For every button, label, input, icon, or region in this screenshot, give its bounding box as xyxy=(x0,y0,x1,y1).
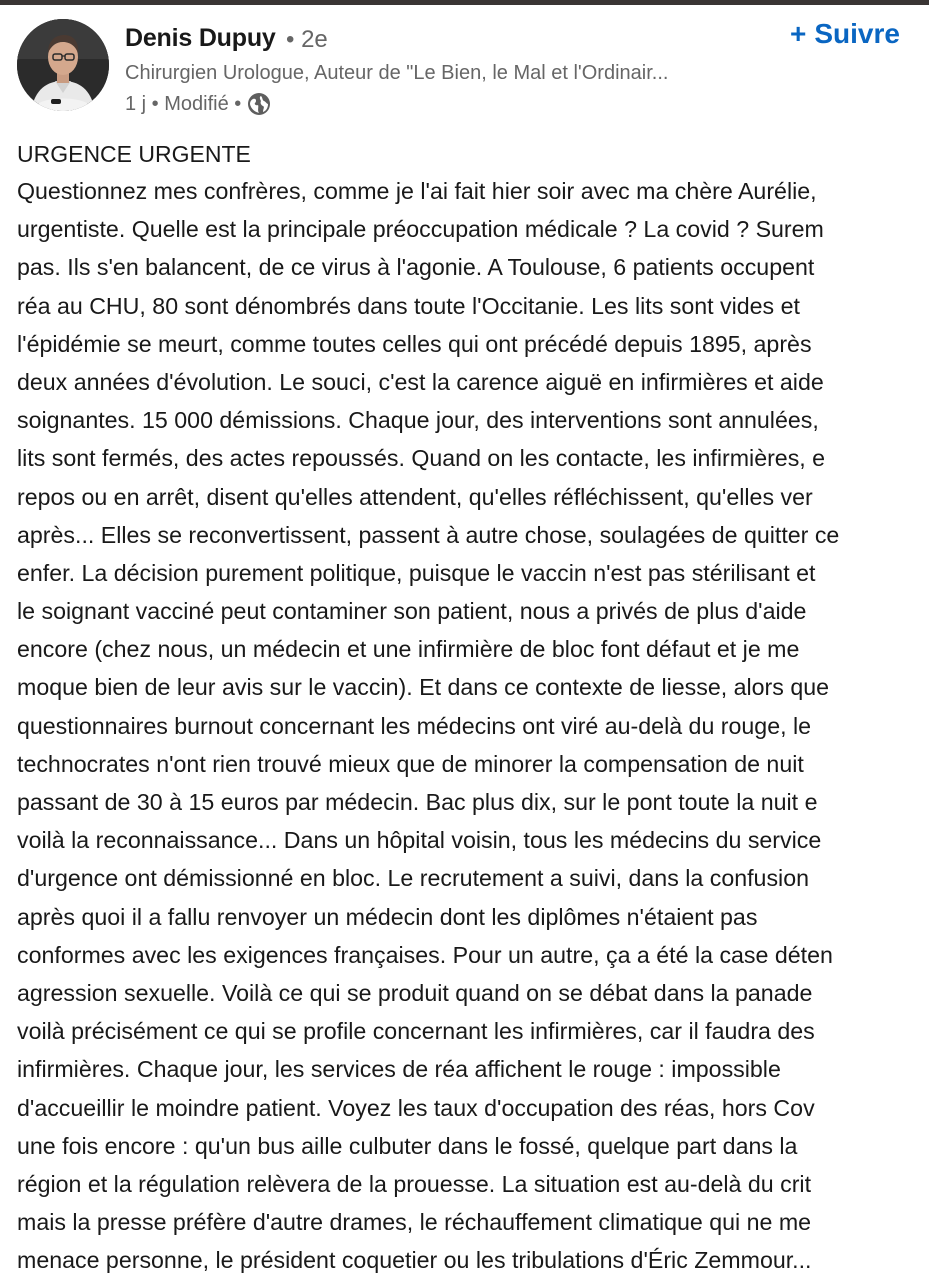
post-text-line: menace personne, le président coquetier ou les tribulations d'Éric Zemmour... xyxy=(17,1247,812,1274)
post-text-line: région et la régulation relèvera de la prouesse. La situation est au-delà du crit xyxy=(17,1170,812,1197)
author-name[interactable]: Denis Dupuy xyxy=(125,24,276,52)
post-text-line: infirmières. Chaque jour, les services de réa affichent le rouge : impossible xyxy=(17,1056,781,1083)
post-text-line: passant de 30 à 15 euros par médecin. Bac plus dix, sur le pont toute la nuit e xyxy=(17,789,818,815)
plus-icon: + xyxy=(790,18,807,49)
post-text-line: encore (chez nous, un médecin et une infirmière de bloc font défaut et je me xyxy=(17,636,800,663)
globe-icon xyxy=(247,92,271,116)
post-text-line: d'accueillir le moindre patient. Voyez les taux d'occupation des réas, hors Cov xyxy=(17,1094,815,1121)
post-text-line: conformes avec les exigences françaises. Pour un autre, ça a été la case déten xyxy=(17,941,833,968)
post-text-line: voilà la reconnaissance... Dans un hôpital voisin, tous les médecins du service xyxy=(17,827,822,854)
connection-degree: • 2e xyxy=(286,26,328,53)
post-text-line: après... Elles se reconvertissent, passent à autre chose, soulagées de quitter ce xyxy=(17,521,840,548)
post-text-line: moque bien de leur avis sur le vaccin). Et dans ce contexte de liesse, alors que xyxy=(17,674,830,701)
post-text-line: deux années d'évolution. Le souci, c'est la carence aiguë en infirmières et aide xyxy=(17,368,824,395)
post-text-line: technocrates n'ont rien trouvé mieux que de minorer la compensation de nuit xyxy=(17,750,804,777)
post-text-line: réa au CHU, 80 sont dénombrés dans toute l'Occitanie. Les lits sont vides et xyxy=(17,292,800,319)
post-text-line: urgentiste. Quelle est la principale préoccupation médicale ? La covid ? Surem xyxy=(17,216,824,243)
post-text-line: questionnaires burnout concernant les médecins ont viré au-delà du rouge, le xyxy=(17,712,812,739)
post-text-line: Questionnez mes confrères, comme je l'ai fait hier soir avec ma chère Aurélie, xyxy=(17,178,817,204)
follow-button[interactable] xyxy=(790,18,900,50)
avatar[interactable] xyxy=(17,19,109,111)
post-text-line: une fois encore : qu'un bus aille culbuter dans le fossé, quelque part dans la xyxy=(17,1132,798,1159)
post-text-line: agression sexuelle. Voilà ce qui se produit quand on se débat dans la panade xyxy=(17,979,813,1006)
post-text-line: lits sont fermés, des actes repoussés. Quand on les contacte, les infirmières, e xyxy=(17,445,826,472)
post-text-line: le soignant vacciné peut contaminer son patient, nous a privés de plus d'aide xyxy=(17,598,807,625)
post-meta xyxy=(125,92,271,116)
post-text-line: d'urgence ont démissionné en bloc. Le recrutement a suivi, dans la confusion xyxy=(17,865,809,892)
post-time: 1 j • Modifié • xyxy=(125,92,242,115)
post-text-line: soignantes. 15 000 démissions. Chaque jour, des interventions sont annulées, xyxy=(17,407,819,434)
post-text-line: après quoi il a fallu renvoyer un médecin dont les diplômes n'étaient pas xyxy=(17,903,758,930)
post-text-line: l'épidémie se meurt, comme toutes celles qui ont précédé depuis 1895, après xyxy=(17,330,812,357)
post-title: URGENCE URGENTE xyxy=(17,141,251,167)
post-text-line: voilà précisément ce qui se profile concernant les infirmières, car il faudra des xyxy=(17,1018,815,1045)
follow-label: Suivre xyxy=(814,18,900,49)
post-text-line: mais la presse préfère d'autre drames, le réchauffement climatique qui ne me xyxy=(17,1209,812,1236)
post-text-line: pas. Ils s'en balancent, de ce virus à l'agonie. A Toulouse, 6 patients occupent xyxy=(17,254,815,281)
avatar-photo xyxy=(17,19,109,111)
author-headline[interactable]: Chirurgien Urologue, Auteur de "Le Bien, le Mal et l'Ordinair... xyxy=(125,62,669,84)
post-text-line: enfer. La décision purement politique, puisque le vaccin n'est pas stérilisant et xyxy=(17,559,816,586)
top-bar xyxy=(0,0,929,5)
post-text-line: repos ou en arrêt, disent qu'elles attendent, qu'elles réfléchissent, qu'elles ver xyxy=(17,483,813,510)
post-body xyxy=(17,172,929,1279)
